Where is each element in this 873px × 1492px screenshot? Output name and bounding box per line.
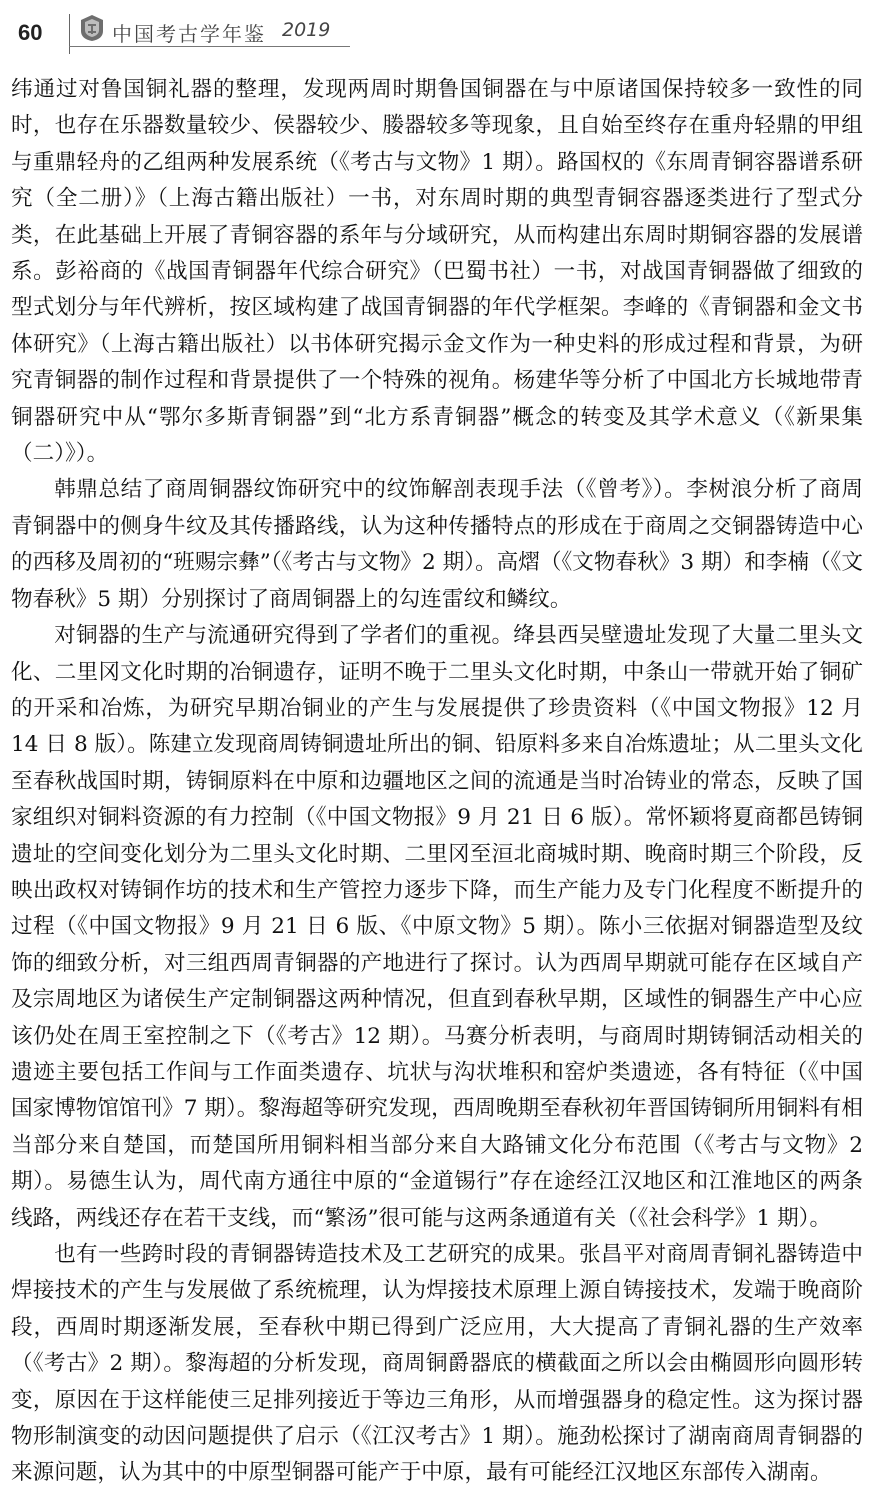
paragraph-1: 纬通过对鲁国铜礼器的整理，发现两周时期鲁国铜器在与中原诸国保持较多一致性的同时，也存在乐器数量较少、侯器较少、媵器较多等现象，且自始至终存在重舟轻鼎的甲组与重鼎轻舟的乙组两种发展系统（《考古与文物》1 期）。路国权的《东周青铜容器谱系研究（全二册）》（上海古籍出版社）一书，对东周时期的典型青铜容器逐类进行了型式分类，在此基础上开展了青铜容器的系年与分域研究，从而构建出东周时期铜容器的发展谱系。彭裕商的《战国青铜器年代综合研究》（巴蜀书社）一书，对战国青铜器做了细致的型式划分与年代辨析，按区域构建了战国青铜器的年代学框架。李峰的《青铜器和金文书体研究》（上海古籍出版社）以书体研究揭示金文作为一种史料的形成过程和背景，为研究青铜器的制作过程和背景提供了一个特殊的视角。杨建华等分析了中国北方长城地带青铜器研究中从“鄂尔多斯青铜器”到“北方系青铜器”概念的转变及其学术意义（《新果集（二）》）。 xyxy=(11,77,863,467)
page-header xyxy=(0,0,873,60)
journal-emblem-icon xyxy=(79,14,105,42)
journal-title: 中国考古学年鉴 xyxy=(112,22,266,46)
paragraph-2: 韩鼎总结了商周铜器纹饰研究中的纹饰解剖表现手法（《曾考》）。李树浪分析了商周青铜器中的侧身牛纹及其传播路线，认为这种传播特点的形成在于商周之交铜器铸造中心的西移及周初的“班赐宗彝”（《考古与文物》2 期）。高熠（《文物春秋》3 期）和李楠（《文物春秋》5 期）分别探讨了商周铜器上的勾连雷纹和鳞纹。 xyxy=(11,477,863,612)
paragraph-3: 对铜器的生产与流通研究得到了学者们的重视。绛县西吴壁遗址发现了大量二里头文化、二里冈文化时期的冶铜遗存，证明不晚于二里头文化时期，中条山一带就开始了铜矿的开采和冶炼，为研究早期冶铜业的产生与发展提供了珍贵资料（《中国文物报》12 月 14 日 8 版）。陈建立发现商周铸铜遗址所出的铜、铅原料多来自冶炼遗址；从二里头文化至春秋战国时期，铸铜原料在中原和边疆地区之间的流通是当时冶铸业的常态，反映了国家组织对铜料资源的有力控制（《中国文物报》9 月 21 日 6 版）。常怀颖将夏商都邑铸铜遗址的空间变化划分为二里头文化时期、二里冈至洹北商城时期、晚商时期三个阶段，反映出政权对铸铜作坊的技术和生产管控力逐步下降，而生产能力及专门化程度不断提升的过程（《中国文物报》9 月 21 日 6 版、《中原文物》5 期）。陈小三依据对铜器造型及纹饰的细致分析，对三组西周青铜器的产地进行了探讨。认为西周早期就可能存在区域自产及宗周地区为诸侯生产定制铜器这两种情况，但直到春秋早期，区域性的铜器生产中心应该仍处在周王室控制之下（《考古》12 期）。马赛分析表明，与商周时期铸铜活动相关的遗迹主要包括工作间与工作面类遗存、坑状与沟状堆积和窑炉类遗迹，各有特征（《中国国家博物馆馆刊》7 期）。黎海超等研究发现，西周晚期至春秋初年晋国铸铜所用铜料有相当部分来自楚国，而楚国所用铜料相当部分来自大路铺文化分布范围（《考古与文物》2 期）。易德生认为，周代南方通往中原的“金道锡行”存在途经江汉地区和江淮地区的两条线路，两线还存在若干支线，而“繁汤”很可能与这两条通道有关（《社会科学》1 期）。 xyxy=(11,623,863,1231)
paragraph-4: 也有一些跨时段的青铜器铸造技术及工艺研究的成果。张昌平对商周青铜礼器铸造中焊接技术的产生与发展做了系统梳理，认为焊接技术原理上源自铸接技术，发端于晚商阶段，西周时期逐渐发展，至春秋中期已得到广泛应用，大大提高了青铜礼器的生产效率（《考古》2 期）。黎海超的分析发现，商周铜爵器底的横截面之所以会由椭圆形向圆形转变，原因在于这样能使三足排列接近于等边三角形，从而增强器身的稳定性。这为探讨器物形制演变的动因问题提供了启示（《江汉考古》1 期）。施劲松探讨了湖南商周青铜器的来源问题，认为其中的中原型铜器可能产于中原，最有可能经江汉地区东部传入湖南。 xyxy=(11,1242,863,1486)
page-number: 60 xyxy=(18,20,43,45)
article-body xyxy=(11,72,863,1492)
header-divider-vertical xyxy=(69,14,70,54)
journal-year: 2019 xyxy=(282,19,331,41)
